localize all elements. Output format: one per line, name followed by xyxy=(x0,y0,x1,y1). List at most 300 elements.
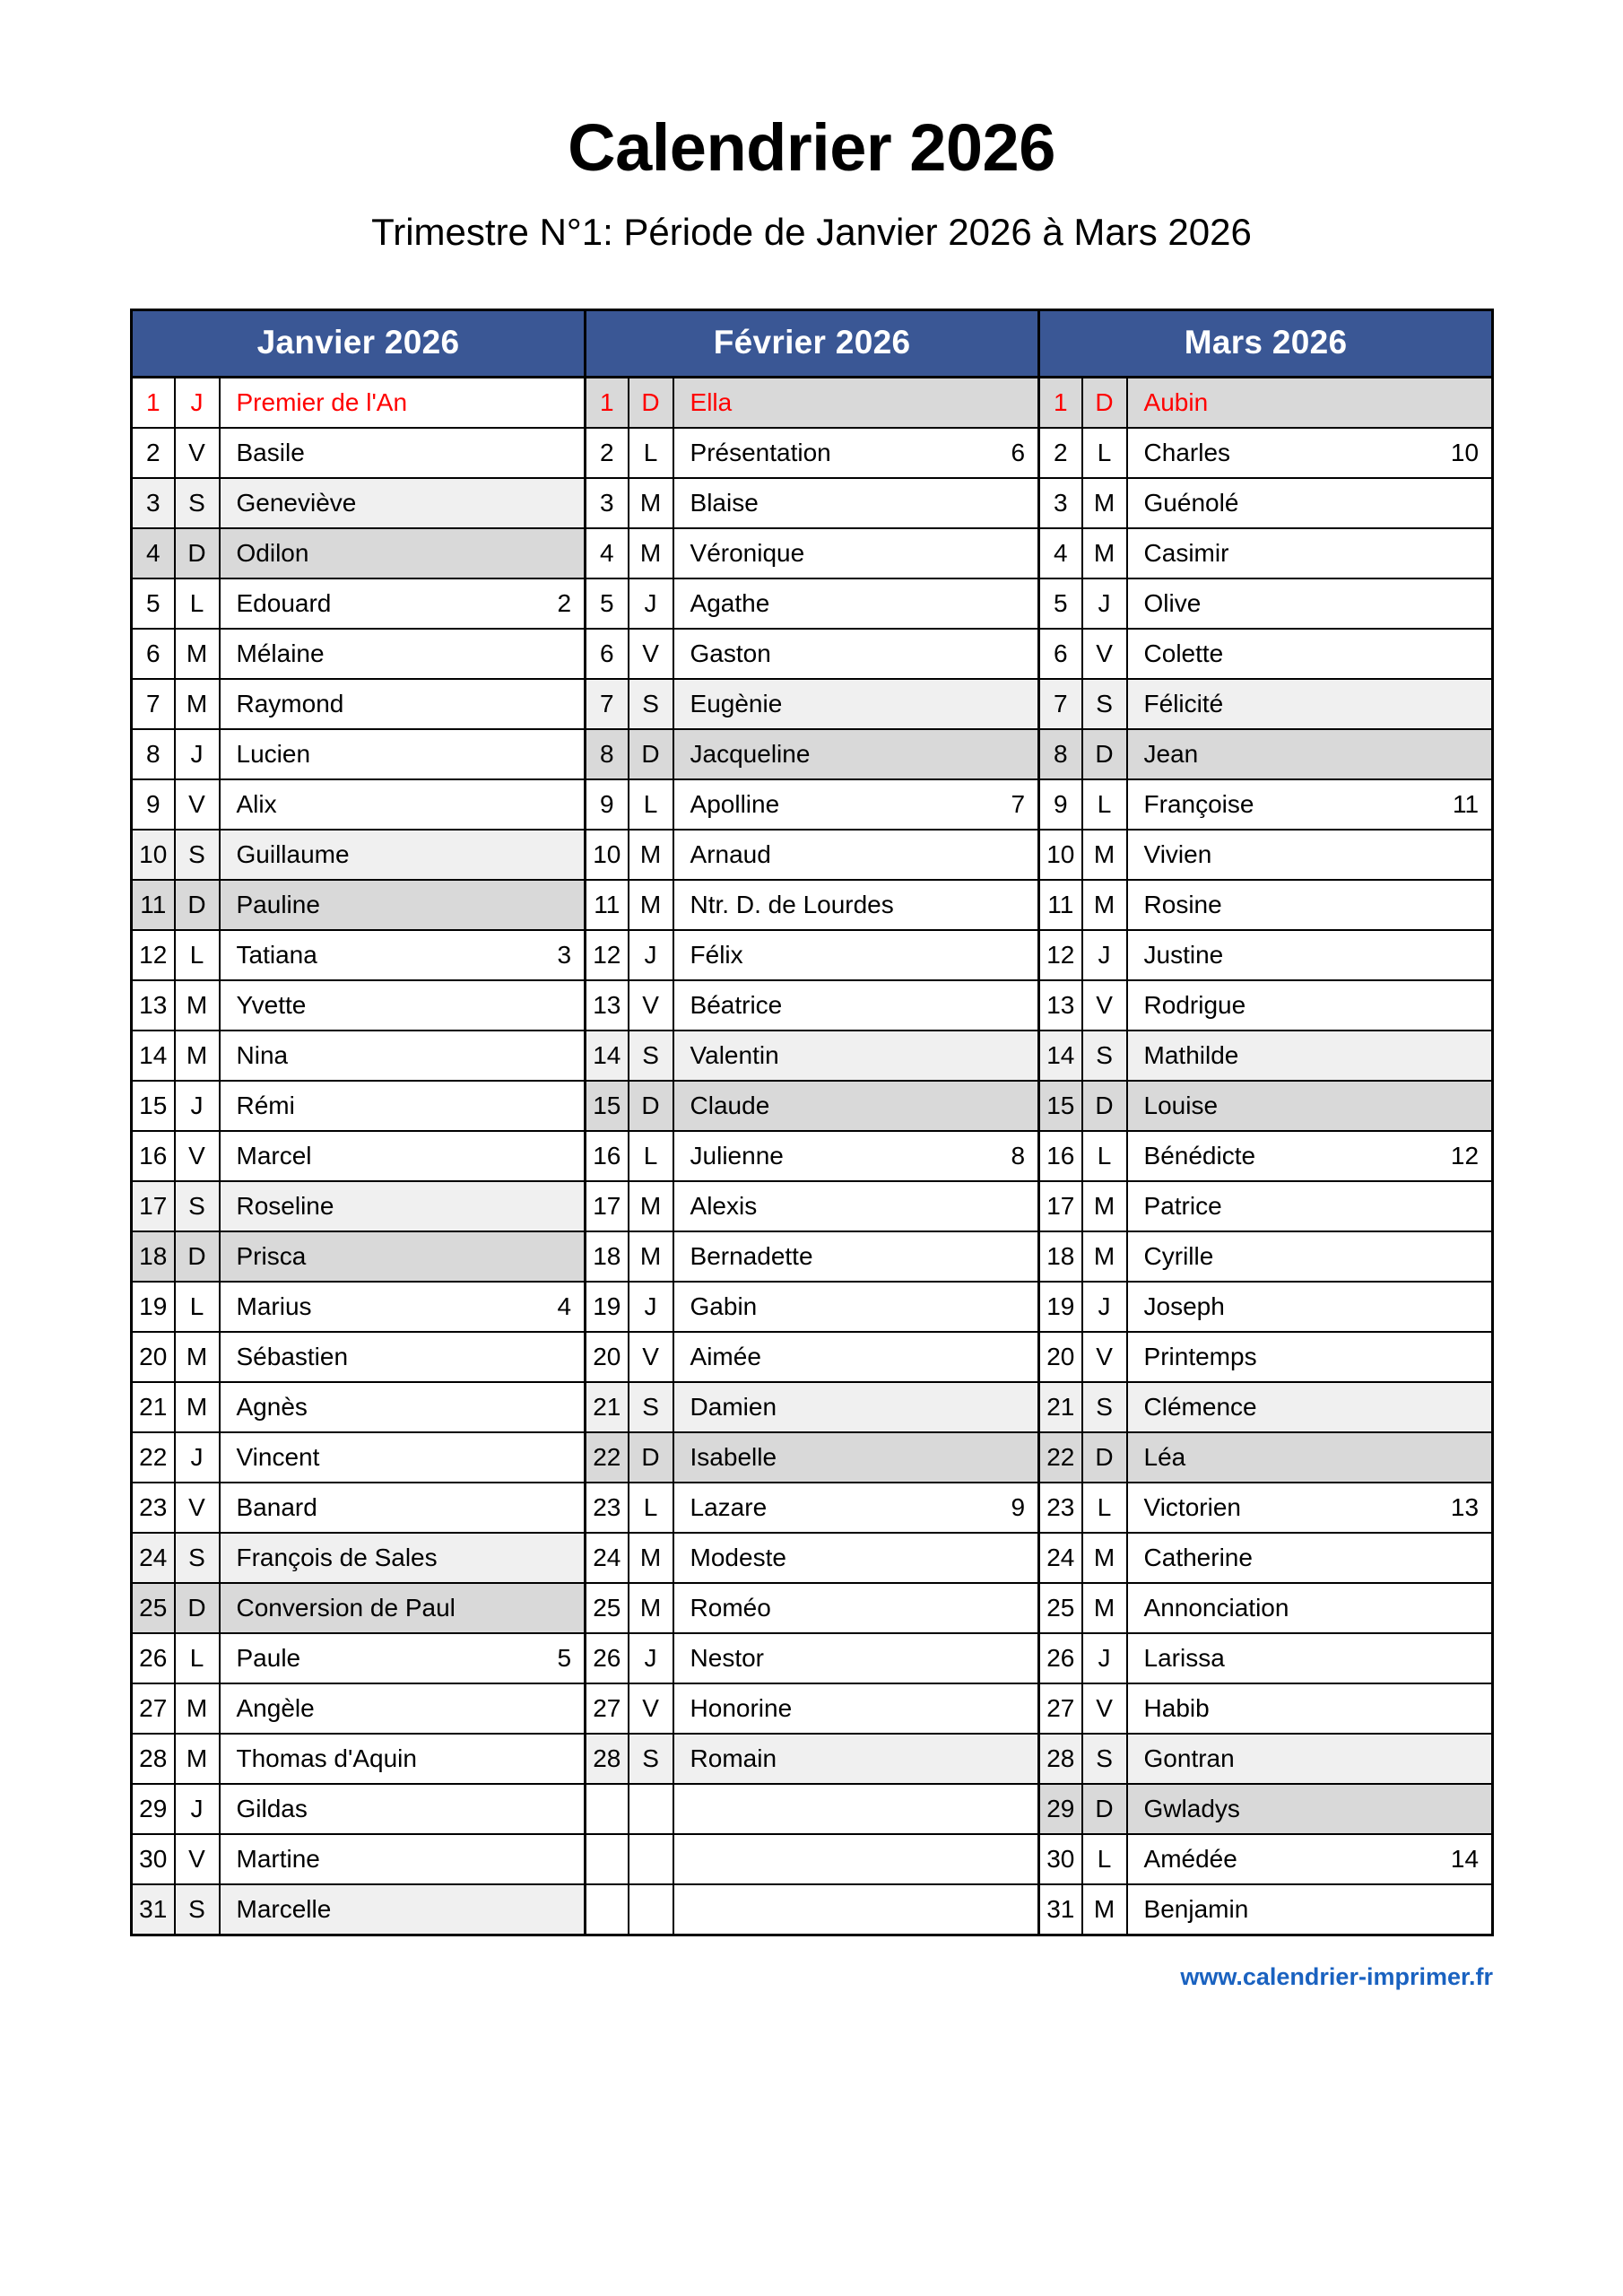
saint-label: Lazare xyxy=(690,1493,768,1521)
saint-name-february xyxy=(673,578,1039,629)
saint-name-february xyxy=(673,679,1039,729)
day-of-week-march: M xyxy=(1082,1533,1127,1583)
day-of-week-february: V xyxy=(629,980,673,1031)
saint-label: Vivien xyxy=(1143,840,1212,868)
day-of-week-february: D xyxy=(629,1081,673,1131)
saint-name-january xyxy=(220,930,586,980)
saint-name-february xyxy=(673,1533,1039,1583)
day-of-week-february xyxy=(629,1784,673,1834)
day-number-january: 31 xyxy=(132,1884,175,1935)
saint-label: Odilon xyxy=(236,539,309,567)
day-number-march: 18 xyxy=(1039,1231,1082,1282)
day-of-week-january: M xyxy=(175,679,220,729)
day-number-january: 9 xyxy=(132,779,175,830)
saint-label: Damien xyxy=(690,1393,777,1421)
saint-label: Premier de l'An xyxy=(236,388,408,416)
day-of-week-january: M xyxy=(175,980,220,1031)
calendar-row xyxy=(132,478,1493,528)
saint-name-january xyxy=(220,1884,586,1935)
saint-name-february xyxy=(673,1282,1039,1332)
day-number-march: 22 xyxy=(1039,1432,1082,1483)
day-of-week-january: M xyxy=(175,1382,220,1432)
week-number: 7 xyxy=(1011,790,1026,818)
saint-name-march xyxy=(1127,578,1493,629)
day-of-week-march: S xyxy=(1082,1031,1127,1081)
day-number-march: 21 xyxy=(1039,1382,1082,1432)
day-number-march: 1 xyxy=(1039,378,1082,429)
saint-name-february xyxy=(673,1432,1039,1483)
saint-name-march xyxy=(1127,378,1493,429)
saint-label: Claude xyxy=(690,1091,770,1119)
month-header-row xyxy=(132,310,1493,378)
day-number-february: 25 xyxy=(586,1583,629,1633)
saint-label: Raymond xyxy=(236,690,344,718)
saint-name-january xyxy=(220,1282,586,1332)
calendar-row xyxy=(132,1031,1493,1081)
calendar-row xyxy=(132,1081,1493,1131)
day-number-february: 5 xyxy=(586,578,629,629)
day-of-week-january: J xyxy=(175,1784,220,1834)
day-number-february: 19 xyxy=(586,1282,629,1332)
saint-name-february xyxy=(673,779,1039,830)
day-of-week-february: J xyxy=(629,1633,673,1683)
day-number-january: 27 xyxy=(132,1683,175,1734)
saint-label: Amédée xyxy=(1143,1845,1237,1873)
saint-name-march xyxy=(1127,1231,1493,1282)
day-number-february: 18 xyxy=(586,1231,629,1282)
saint-name-march xyxy=(1127,1734,1493,1784)
day-number-february: 15 xyxy=(586,1081,629,1131)
day-of-week-february xyxy=(629,1884,673,1935)
week-number: 12 xyxy=(1450,1142,1480,1170)
saint-label: Bénédicte xyxy=(1143,1142,1256,1170)
day-of-week-january: V xyxy=(175,1483,220,1533)
calendar-row xyxy=(132,1231,1493,1282)
day-of-week-february: L xyxy=(629,779,673,830)
day-number-january: 15 xyxy=(132,1081,175,1131)
day-of-week-march: V xyxy=(1082,1683,1127,1734)
day-of-week-march: L xyxy=(1082,779,1127,830)
saint-name-march xyxy=(1127,930,1493,980)
day-number-march: 20 xyxy=(1039,1332,1082,1382)
day-number-february: 23 xyxy=(586,1483,629,1533)
day-number-february: 16 xyxy=(586,1131,629,1181)
day-number-march: 10 xyxy=(1039,830,1082,880)
day-of-week-march: V xyxy=(1082,629,1127,679)
saint-name-february xyxy=(673,1483,1039,1533)
saint-name-february xyxy=(673,1382,1039,1432)
day-number-january: 14 xyxy=(132,1031,175,1081)
day-of-week-january: L xyxy=(175,1633,220,1683)
calendar-table-body xyxy=(132,378,1493,1935)
saint-label: Victorien xyxy=(1143,1493,1241,1521)
day-of-week-march: M xyxy=(1082,478,1127,528)
saint-label: Jean xyxy=(1143,740,1199,768)
saint-label: Gaston xyxy=(690,639,771,667)
day-number-january: 17 xyxy=(132,1181,175,1231)
saint-name-february xyxy=(673,428,1039,478)
week-number: 6 xyxy=(1011,439,1026,466)
day-of-week-february: M xyxy=(629,1181,673,1231)
saint-name-march xyxy=(1127,1131,1493,1181)
saint-name-february xyxy=(673,729,1039,779)
calendar-row xyxy=(132,679,1493,729)
day-number-february: 1 xyxy=(586,378,629,429)
saint-label: Joseph xyxy=(1143,1292,1225,1320)
day-of-week-january: S xyxy=(175,1181,220,1231)
saint-name-january xyxy=(220,1181,586,1231)
saint-label: Yvette xyxy=(236,991,307,1019)
saint-label: Patrice xyxy=(1143,1192,1222,1220)
saint-name-march xyxy=(1127,779,1493,830)
saint-label: Marcel xyxy=(236,1142,312,1170)
saint-label: Ella xyxy=(690,388,733,416)
day-number-january: 26 xyxy=(132,1633,175,1683)
calendar-row xyxy=(132,1432,1493,1483)
day-number-january: 7 xyxy=(132,679,175,729)
day-number-march: 6 xyxy=(1039,629,1082,679)
saint-label: Bernadette xyxy=(690,1242,813,1270)
day-of-week-january: D xyxy=(175,1583,220,1633)
saint-name-february xyxy=(673,1231,1039,1282)
saint-label: Charles xyxy=(1143,439,1231,466)
quarter-calendar-table xyxy=(130,309,1494,1936)
saint-label: Véronique xyxy=(690,539,805,567)
saint-name-january xyxy=(220,578,586,629)
day-of-week-january: V xyxy=(175,428,220,478)
day-number-january: 11 xyxy=(132,880,175,930)
day-number-march: 29 xyxy=(1039,1784,1082,1834)
day-of-week-january: S xyxy=(175,1884,220,1935)
calendar-row xyxy=(132,1533,1493,1583)
saint-name-march xyxy=(1127,1533,1493,1583)
calendar-row xyxy=(132,629,1493,679)
day-of-week-january: L xyxy=(175,578,220,629)
day-of-week-march: S xyxy=(1082,679,1127,729)
day-of-week-february: V xyxy=(629,1332,673,1382)
day-number-january: 28 xyxy=(132,1734,175,1784)
saint-name-february xyxy=(673,1734,1039,1784)
saint-label: Romain xyxy=(690,1744,777,1772)
day-of-week-march: L xyxy=(1082,428,1127,478)
day-of-week-january: V xyxy=(175,779,220,830)
saint-label: Annonciation xyxy=(1143,1594,1289,1622)
saint-name-february xyxy=(673,980,1039,1031)
day-of-week-january: M xyxy=(175,629,220,679)
saint-label: Justine xyxy=(1143,941,1224,969)
saint-name-march xyxy=(1127,729,1493,779)
day-number-february: 20 xyxy=(586,1332,629,1382)
saint-name-january xyxy=(220,980,586,1031)
saint-label: Félix xyxy=(690,941,743,969)
saint-name-january xyxy=(220,1734,586,1784)
day-number-march: 7 xyxy=(1039,679,1082,729)
day-of-week-february: M xyxy=(629,478,673,528)
day-number-january: 12 xyxy=(132,930,175,980)
day-number-february: 28 xyxy=(586,1734,629,1784)
saint-label: Thomas d'Aquin xyxy=(236,1744,417,1772)
day-number-february: 26 xyxy=(586,1633,629,1683)
page-title: Calendrier 2026 xyxy=(568,110,1055,185)
saint-label: Alexis xyxy=(690,1192,758,1220)
saint-label: Printemps xyxy=(1143,1343,1257,1370)
day-number-january: 21 xyxy=(132,1382,175,1432)
saint-name-february xyxy=(673,1884,1039,1935)
saint-name-february xyxy=(673,629,1039,679)
day-number-february: 9 xyxy=(586,779,629,830)
saint-name-march xyxy=(1127,1181,1493,1231)
day-number-march: 12 xyxy=(1039,930,1082,980)
week-number: 2 xyxy=(557,589,572,617)
day-of-week-march: J xyxy=(1082,578,1127,629)
day-number-january: 1 xyxy=(132,378,175,429)
calendar-row xyxy=(132,428,1493,478)
day-number-march: 19 xyxy=(1039,1282,1082,1332)
saint-label: Françoise xyxy=(1143,790,1254,818)
saint-name-january xyxy=(220,1483,586,1533)
calendar-row xyxy=(132,830,1493,880)
saint-label: Lucien xyxy=(236,740,311,768)
saint-label: Nina xyxy=(236,1041,289,1069)
saint-name-march xyxy=(1127,1884,1493,1935)
day-of-week-march: J xyxy=(1082,930,1127,980)
day-of-week-march: M xyxy=(1082,830,1127,880)
day-of-week-march: L xyxy=(1082,1131,1127,1181)
day-number-february: 27 xyxy=(586,1683,629,1734)
day-of-week-march: L xyxy=(1082,1483,1127,1533)
saint-label: Léa xyxy=(1143,1443,1186,1471)
saint-label: Tatiana xyxy=(236,941,317,969)
saint-label: Gildas xyxy=(236,1795,308,1822)
day-of-week-february: D xyxy=(629,378,673,429)
day-of-week-february: D xyxy=(629,729,673,779)
day-number-january: 8 xyxy=(132,729,175,779)
day-number-february xyxy=(586,1884,629,1935)
saint-name-january xyxy=(220,1533,586,1583)
day-of-week-march: M xyxy=(1082,1181,1127,1231)
saint-name-march xyxy=(1127,1834,1493,1884)
calendar-row xyxy=(132,1181,1493,1231)
day-number-february: 12 xyxy=(586,930,629,980)
day-of-week-march: V xyxy=(1082,980,1127,1031)
saint-name-march xyxy=(1127,629,1493,679)
day-of-week-january: D xyxy=(175,1231,220,1282)
calendar-row xyxy=(132,1784,1493,1834)
saint-name-january xyxy=(220,1231,586,1282)
saint-label: Gontran xyxy=(1143,1744,1235,1772)
day-number-january: 29 xyxy=(132,1784,175,1834)
saint-name-february xyxy=(673,880,1039,930)
week-number: 8 xyxy=(1011,1142,1026,1170)
saint-label: Honorine xyxy=(690,1694,793,1722)
calendar-row xyxy=(132,1834,1493,1884)
day-of-week-february: S xyxy=(629,1734,673,1784)
day-of-week-february: J xyxy=(629,1282,673,1332)
month-header-february: Février 2026 xyxy=(586,310,1039,378)
day-number-february: 22 xyxy=(586,1432,629,1483)
saint-label: Martine xyxy=(236,1845,320,1873)
saint-label: Alix xyxy=(236,790,277,818)
day-number-january: 19 xyxy=(132,1282,175,1332)
saint-name-march xyxy=(1127,679,1493,729)
saint-label: Roseline xyxy=(236,1192,334,1220)
footer-website-link[interactable]: www.calendrier-imprimer.fr xyxy=(1180,1963,1493,1990)
saint-label: Aubin xyxy=(1143,388,1209,416)
day-number-january: 25 xyxy=(132,1583,175,1633)
saint-label: Sébastien xyxy=(236,1343,349,1370)
saint-name-march xyxy=(1127,1483,1493,1533)
saint-label: Habib xyxy=(1143,1694,1210,1722)
saint-label: François de Sales xyxy=(236,1544,438,1571)
calendar-row xyxy=(132,880,1493,930)
day-number-february: 6 xyxy=(586,629,629,679)
day-of-week-march: D xyxy=(1082,1081,1127,1131)
day-of-week-february: J xyxy=(629,578,673,629)
calendar-row xyxy=(132,528,1493,578)
saint-name-january xyxy=(220,1784,586,1834)
saint-label: Guénolé xyxy=(1143,489,1239,517)
saint-label: Blaise xyxy=(690,489,759,517)
day-of-week-february: M xyxy=(629,830,673,880)
day-of-week-february: S xyxy=(629,1382,673,1432)
day-of-week-march: J xyxy=(1082,1633,1127,1683)
day-number-january: 23 xyxy=(132,1483,175,1533)
day-number-february: 24 xyxy=(586,1533,629,1583)
day-of-week-march: M xyxy=(1082,1231,1127,1282)
day-of-week-january: M xyxy=(175,1683,220,1734)
saint-name-march xyxy=(1127,980,1493,1031)
day-number-march: 3 xyxy=(1039,478,1082,528)
saint-label: Agathe xyxy=(690,589,770,617)
saint-name-march xyxy=(1127,1081,1493,1131)
saint-name-march xyxy=(1127,1633,1493,1683)
saint-name-march xyxy=(1127,478,1493,528)
calendar-table-wrapper xyxy=(130,309,1493,1936)
day-of-week-february: J xyxy=(629,930,673,980)
calendar-row xyxy=(132,1884,1493,1935)
saint-label: Guillaume xyxy=(236,840,350,868)
saint-label: Félicité xyxy=(1143,690,1224,718)
saint-name-january xyxy=(220,1081,586,1131)
saint-label: Marius xyxy=(236,1292,312,1320)
day-of-week-february xyxy=(629,1834,673,1884)
saint-label: Apolline xyxy=(690,790,780,818)
saint-label: Clémence xyxy=(1143,1393,1257,1421)
saint-label: Rodrigue xyxy=(1143,991,1246,1019)
saint-label: Agnès xyxy=(236,1393,308,1421)
saint-name-march xyxy=(1127,880,1493,930)
calendar-row xyxy=(132,1633,1493,1683)
calendar-row xyxy=(132,1734,1493,1784)
day-number-february xyxy=(586,1834,629,1884)
saint-name-january xyxy=(220,1432,586,1483)
day-number-february: 4 xyxy=(586,528,629,578)
saint-label: Angèle xyxy=(236,1694,315,1722)
calendar-row xyxy=(132,1683,1493,1734)
saint-name-february xyxy=(673,528,1039,578)
day-number-february: 3 xyxy=(586,478,629,528)
saint-name-march xyxy=(1127,1432,1493,1483)
day-of-week-february: S xyxy=(629,679,673,729)
saint-name-march xyxy=(1127,1282,1493,1332)
day-number-march: 31 xyxy=(1039,1884,1082,1935)
day-number-march: 26 xyxy=(1039,1633,1082,1683)
day-of-week-january: M xyxy=(175,1332,220,1382)
saint-name-january xyxy=(220,1683,586,1734)
day-of-week-january: S xyxy=(175,1533,220,1583)
saint-name-february xyxy=(673,1583,1039,1633)
saint-name-january xyxy=(220,1633,586,1683)
saint-name-march xyxy=(1127,1031,1493,1081)
saint-name-february xyxy=(673,1683,1039,1734)
saint-label: Isabelle xyxy=(690,1443,777,1471)
saint-name-january xyxy=(220,830,586,880)
day-of-week-january: D xyxy=(175,880,220,930)
saint-name-march xyxy=(1127,1683,1493,1734)
saint-label: Casimir xyxy=(1143,539,1229,567)
day-number-february: 14 xyxy=(586,1031,629,1081)
saint-label: Julienne xyxy=(690,1142,784,1170)
saint-label: Mélaine xyxy=(236,639,325,667)
day-of-week-march: J xyxy=(1082,1282,1127,1332)
day-of-week-march: M xyxy=(1082,1583,1127,1633)
saint-name-march xyxy=(1127,428,1493,478)
saint-name-january xyxy=(220,880,586,930)
day-of-week-january: M xyxy=(175,1734,220,1784)
day-number-march: 25 xyxy=(1039,1583,1082,1633)
day-of-week-february: M xyxy=(629,1231,673,1282)
day-number-february: 13 xyxy=(586,980,629,1031)
saint-label: Jacqueline xyxy=(690,740,811,768)
day-number-march: 13 xyxy=(1039,980,1082,1031)
day-number-march: 23 xyxy=(1039,1483,1082,1533)
day-number-january: 30 xyxy=(132,1834,175,1884)
saint-name-march xyxy=(1127,1382,1493,1432)
day-of-week-february: L xyxy=(629,1483,673,1533)
calendar-row xyxy=(132,1282,1493,1332)
saint-name-march xyxy=(1127,830,1493,880)
week-number: 10 xyxy=(1450,439,1480,466)
calendar-row xyxy=(132,1382,1493,1432)
day-number-march: 5 xyxy=(1039,578,1082,629)
day-of-week-january: J xyxy=(175,729,220,779)
day-number-february: 21 xyxy=(586,1382,629,1432)
day-of-week-march: S xyxy=(1082,1734,1127,1784)
day-number-march: 2 xyxy=(1039,428,1082,478)
saint-name-january xyxy=(220,1131,586,1181)
saint-label: Rosine xyxy=(1143,891,1222,918)
week-number: 4 xyxy=(557,1292,572,1320)
saint-label: Vincent xyxy=(236,1443,320,1471)
day-number-march: 16 xyxy=(1039,1131,1082,1181)
saint-name-february xyxy=(673,1081,1039,1131)
day-number-january: 20 xyxy=(132,1332,175,1382)
day-of-week-january: S xyxy=(175,478,220,528)
saint-name-february xyxy=(673,478,1039,528)
day-number-march: 4 xyxy=(1039,528,1082,578)
calendar-row xyxy=(132,1332,1493,1382)
day-of-week-february: M xyxy=(629,528,673,578)
calendar-row xyxy=(132,378,1493,429)
day-of-week-january: S xyxy=(175,830,220,880)
saint-name-january xyxy=(220,779,586,830)
day-of-week-march: D xyxy=(1082,1784,1127,1834)
calendar-row xyxy=(132,578,1493,629)
day-of-week-march: D xyxy=(1082,729,1127,779)
calendar-row xyxy=(132,1583,1493,1633)
saint-name-march xyxy=(1127,1332,1493,1382)
saint-label: Modeste xyxy=(690,1544,786,1571)
